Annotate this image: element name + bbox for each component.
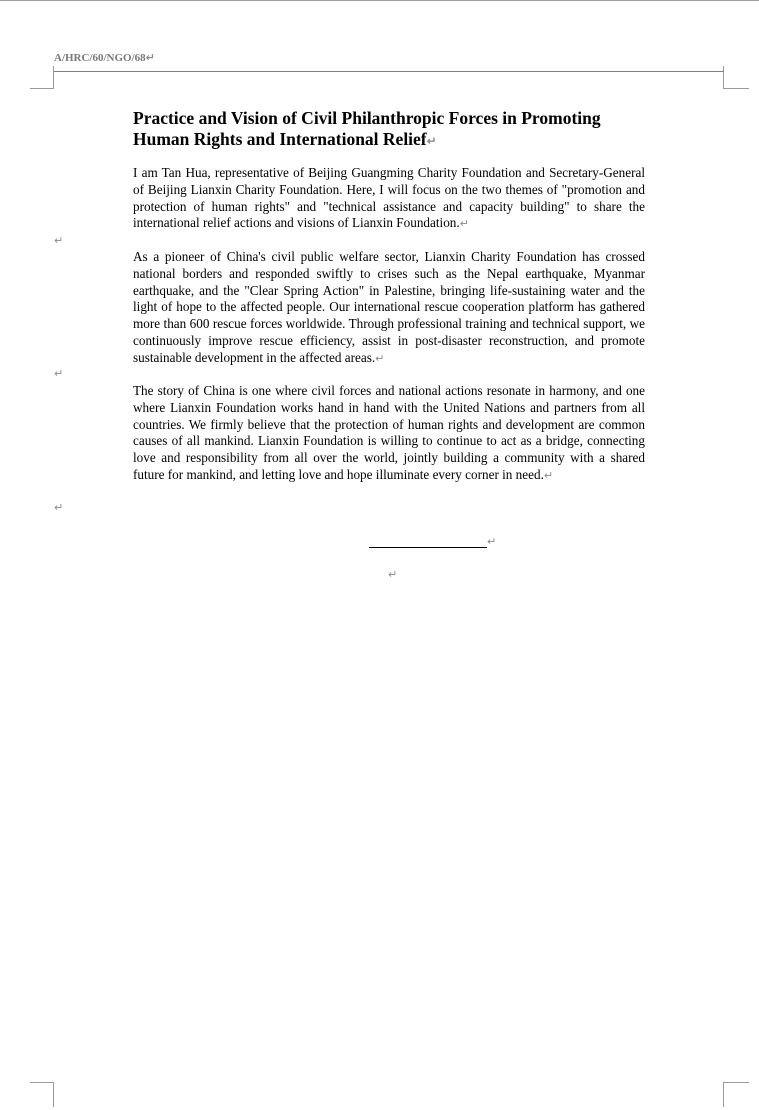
crop-mark-bottom-left-v (53, 1082, 54, 1107)
crop-mark-top-right-h (724, 88, 749, 89)
document-title[interactable] (133, 108, 653, 152)
body-paragraph-2[interactable] (133, 249, 645, 368)
paragraph-mark-icon: ↵ (145, 51, 155, 64)
document-symbol: A/HRC/60/NGO/68 (54, 52, 146, 64)
crop-mark-top-right-v (723, 66, 724, 89)
window-top-border (0, 0, 759, 1)
paragraph-mark-icon: ↵ (375, 351, 385, 365)
paragraph-mark-icon: ↵ (459, 217, 469, 231)
document-symbol-header[interactable] (54, 51, 155, 64)
end-of-document-rule (369, 547, 487, 548)
paragraph-text: I am Tan Hua, representative of Beijing Guangming Charity Foundation and Secretary-General of Beijing Lianxin Charity Foundation. Here, I will focus on the two themes of "promotion and protection of human rights" and "technical assistance and capacity building" to share the international relief actions and visions of Lianxin Foundation. (133, 165, 645, 231)
crop-mark-bottom-left-h (30, 1082, 53, 1083)
paragraph-mark-icon: ↵ (543, 468, 554, 482)
header-rule (54, 71, 724, 72)
paragraph-text: As a pioneer of China's civil public welfare sector, Lianxin Charity Foundation has crossed national borders and responded swiftly to crises such as the Nepal earthquake, Myanmar earthquake, and the "Clear Spring Action" in Palestine, bringing life-sustaining water and the light of hope to the affected people. Our international rescue cooperation platform has gathered more than 600 rescue forces worldwide. Through professional training and technical support, we continuously improve rescue efficiency, assist in post-disaster reconstruction, and promote sustainable development in the affected areas. (133, 249, 645, 365)
document-title-text: Practice and Vision of Civil Philanthropic Forces in Promoting Human Rights and International Relief (133, 108, 601, 149)
body-paragraph-3[interactable] (133, 383, 645, 485)
empty-paragraph-mark-icon: ↵ (54, 234, 64, 247)
empty-paragraph-mark-icon: ↵ (388, 568, 398, 581)
crop-mark-bottom-right-h (724, 1082, 749, 1083)
crop-mark-top-left-h (30, 88, 53, 89)
crop-mark-top-left-v (53, 66, 54, 89)
paragraph-mark-icon: ↵ (426, 134, 437, 148)
crop-mark-bottom-right-v (723, 1082, 724, 1107)
paragraph-text: The story of China is one where civil forces and national actions resonate in harmony, and one where Lianxin Foundation works hand in hand with the United Nations and partners from all countries. We firmly believe that the protection of human rights and development are common causes of all mankind. Lianxin Foundation is willing to continue to act as a bridge, connecting love and responsibility from all over the world, jointly building a community with a shared future for mankind, and letting love and hope illuminate every corner in need. (133, 383, 645, 482)
end-rule-paragraph-mark-icon: ↵ (487, 535, 497, 548)
empty-paragraph-mark-icon: ↵ (54, 367, 64, 380)
body-paragraph-1[interactable] (133, 165, 645, 233)
empty-paragraph-mark-icon: ↵ (54, 501, 64, 514)
